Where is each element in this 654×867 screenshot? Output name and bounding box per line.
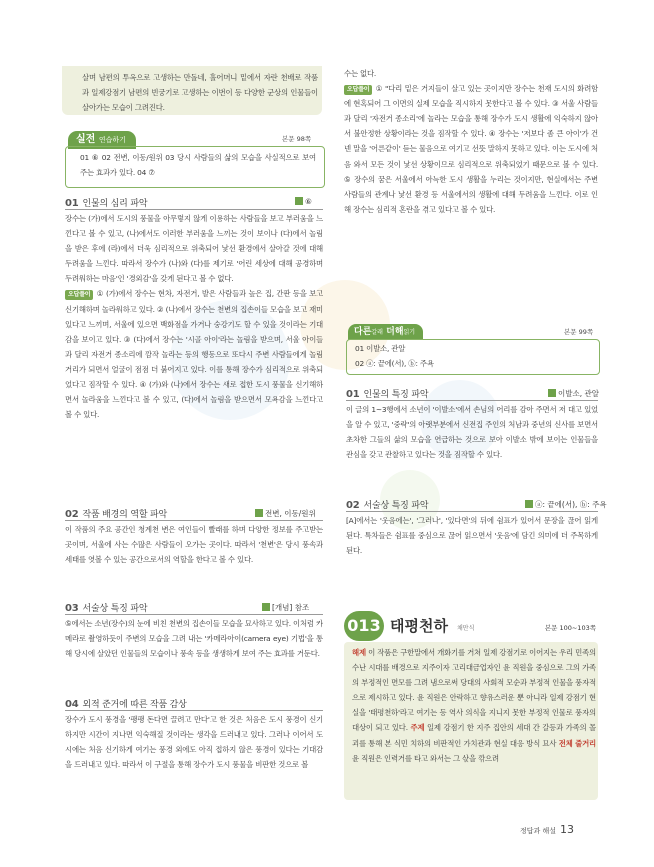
- section-body: ⑤에서는 소년(장수)의 눈에 비친 천변의 집손이들 모습을 묘사하고 있다. 이처럼 카메라로 촬영하듯이 주변의 모습을 그려 내는 '카메라아이(camera eye) 기법'을 통해 당시에 살았던 인물들의 모습이나 풍속 등을 생생하게 보여 주는 효과를 거둔다.: [65, 619, 323, 659]
- dareun-answer-box: 01 이발소, 관알 02 ⓐ: 끝에(서), ⓑ: 주욕: [346, 339, 600, 375]
- section-heading: 02 서술상 특징 파악: [346, 500, 429, 511]
- section-heading: 01 인물의 심리 파악: [65, 198, 148, 209]
- answer-icon: [262, 603, 270, 611]
- answer-tag: [개념] 참조: [262, 602, 309, 613]
- section-heading: 03 서술상 특징 파악: [65, 603, 148, 614]
- section-heading: 01 인물의 특징 파악: [346, 389, 429, 400]
- divider: [65, 614, 323, 615]
- divider: [65, 710, 323, 711]
- section-heading: 04 외적 준거에 따른 작품 감상: [65, 699, 187, 710]
- intro-text: 살며 남편의 투옥으로 고생하는 만돌네, 홀어머니 밑에서 자란 천배로 작품과 일제강점기 남편의 빈궁기로 고생하는 이번이 등 다양한 군상의 인물들이 살아가는 모습이 그려진다.: [82, 73, 318, 113]
- answer-icon: [295, 197, 303, 205]
- work-013-summary: 해제 이 작품은 구한말에서 개화기를 거쳐 일제 강점기로 이어지는 우리 민족의 수난 시대를 배경으로 지주이자 고리대금업자인 윤 직원을 중심으로 그의 가족의 부정적인 면모를 그려 냄으로써 당대의 사회적 모순과 부정적 인물을 풍자적으로 제시하고 있다. 윤 직원은 안락하고 향유스러운 뿐 아니라 일제 강점기 현실을 '태평천하'라고 여기는 등 역사 의식을 지니지 못한 부정적 인물로 풍자의 대상이 되고 있다. 주제 일제 강점기 한 지주 집안의 세대 간 갈등과 가족의 몰괴를 통해 본 식민 치하의 비판적인 가치관과 현실 대응 방식 묘사 전체 줄거리 윤 직원은 인력거를 타고 와서는 그 삯을 깎으려: [344, 642, 598, 800]
- label-haeje: 해제: [352, 648, 366, 657]
- dareun-pageref: 본문 99쪽: [564, 328, 594, 336]
- answer-icon: [525, 500, 533, 508]
- label-juje: 주제: [410, 723, 425, 733]
- divider: [346, 400, 598, 401]
- note-badge: 오답풀이: [65, 290, 93, 300]
- footer: [520, 823, 574, 836]
- answer-tag: ⓐ: 끝에(서), ⓑ: 주욕: [525, 499, 607, 510]
- answer-icon: [255, 509, 263, 517]
- silj-pageref: 본문 98쪽: [282, 135, 312, 143]
- footer-label: 정답과 해설: [520, 827, 557, 835]
- label-plot: 전체 줄거리: [558, 738, 596, 748]
- note-badge: 오답풀이: [344, 85, 372, 95]
- section-heading: 02 작품 배경의 역할 파악: [65, 509, 167, 520]
- silj-answers: 01 ⑥ 02 전변, 이동/원위 03 당시 사람들의 삶의 모습을 사실적으로 보여 주는 효과가 있다. 04 ⑦: [80, 153, 316, 177]
- right-continued: 수는 없다. 오답풀이 ① "다리 밑은 거지들이 살고 있는 곳이지만 장수는 천재 도시의 화려함에 현혹되어 그 이면의 실제 모습을 직시하지 못한다고 볼 수 있다. ③ 서울 사람들과 달리 '자전거 종소리'에 놀라는 모습을 통해 장수가 도시 생활에 익숙하지 않아서 불안정한 상황이라는 것을 짐작할 수 있다. ④ 장수는 '저보다 좀 큰 아이'가 건넨 말을 '어른같이' 듣는 물음으로 여기고 선뜻 말하지 못하고 있다. 이는 도시에 처음 와서 모든 것이 낯선 상황이므로 심리적으로 위축되었기 때문으로 볼 수 있다. ⑤ 장수의 꿈은 서울에서 아늑한 도시 생활을 누리는 것이지만, 현실에서는 주변 사람들의 관계나 낯선 환경 등 서울에서의 생활에 대해 두려움을 느낀다. 이로 인해 장수는 심리적 혼란을 겪고 있다고 볼 수 있다.: [344, 69, 598, 214]
- answer-tag: 이발소, 관알: [548, 388, 599, 399]
- work-pageref: 본문 100~103쪽: [544, 624, 596, 632]
- dareun-tab: 다른갈래 더해읽기: [348, 324, 423, 340]
- divider: [65, 209, 323, 210]
- silj-title: 실전: [76, 134, 96, 145]
- section-body: 장수가 도시 풍경을 '팽팽 돈다면 끌려고 만다'고 한 것은 처음은 도시 풍경이 신기하지만 시간이 지나면 익숙해질 것이라는 생각을 드러내고 있다. 그러나 이어서 도시에는 처음 신기하게 여기는 풍경 외에도 아직 접하지 않은 풍경이 있다는 기대감을 드러내고 있다. 따라서 이 구절을 통해 장수가 도시 풍물을 비판한 것으로 볼: [65, 715, 323, 770]
- divider: [65, 520, 323, 521]
- page-number: 13: [560, 823, 575, 836]
- section-body: [A]에서는 '웃음에는', '그러나', '있다면'의 뒤에 쉼표가 있어서 문장을 끊어 읽게 된다. 특차들은 쉼표를 중심으로 끊어 읽으면서 '웃음'에 담긴 의미에 더 주목하게 된다.: [346, 516, 598, 556]
- answer-tag: 전변, 이동/원위: [255, 508, 316, 519]
- divider: [346, 511, 598, 512]
- section-body: 이 작품의 주요 공간인 청계천 변은 여인들이 빨래를 하며 다양한 정보를 주고받는 곳이며, 서울에 사는 수많은 사람들이 오가는 곳이다. 따라서 '천변'은 당시 풍속과 세태를 엿볼 수 있는 공간으로서의 역할을 한다고 볼 수 있다.: [65, 525, 323, 565]
- answer-icon: [548, 389, 556, 397]
- intro-box: [62, 66, 322, 115]
- work-number: 013: [344, 611, 384, 641]
- work-author: 채만식: [457, 625, 475, 632]
- silj-answer-box: [65, 146, 325, 188]
- silj-subtitle: 연습하기: [98, 136, 126, 144]
- section-body: 이 글의 1~3행에서 소년이 '이발소'에서 손님의 어리를 감아 주면서 저 대고 있었을 알 수 있고, '중략'의 아랫부분에서 신전집 주인의 처남과 중년의 신사를 보면서 초차한 그들의 삶의 모습을 연급하는 것으로 보아 이발소 밖에 보이는 인물들을 관심을 갖고 관찰하고 있다는 것을 짐작할 수 있다.: [346, 405, 598, 460]
- work-013-header: [344, 611, 596, 643]
- work-title: 태평천하: [390, 617, 448, 635]
- section-body: 장수는 (가)에서 도시의 풍물을 아무렇지 않게 이용하는 사람들을 보고 부러움을 느낀다고 볼 수 있고, (나)에서도 이러한 부러움을 느끼는 것이 보이나 (다)에서 놀림을 받은 후에 (라)에서 더욱 심리적으로 위축되어 낯선 환경에서 살아갈 것에 대해 두려움을 느낀다. 따라서 장수가 (나)와 (다)를 제기로 '어린 세상에 대해 공경하며 두려워하는 마음'인 '경외감'을 갖게 된다고 볼 수 없다. 오답풀이 ① (가)에서 장수는 현차, 자전거, 발은 사람들과 높은 집, 간판 등을 보고 신기해하며 놀라워하고 있다. ② (나)에서 장수는 천변의 집손이들 모습을 보고 재미있다고 느끼며, 서울에 있으면 백화점을 가거나 숭강기도 할 수 있을 것이라는 기대감을 보이고 있다. ③ (다)에서 장수는 '시골 아이'라는 놀림을 받으며, 서울 아이들과 달리 자전거 종소리에 깜작 놀라는 등의 행동으로 또다시 주변 사람들에게 놀림거리가 되면서 얼굴이 점점 더 붉어지고 있다. 이를 통해 장수가 심리적으로 위축되었다고 짐작할 수 있다. ④ (가)와 (나)에서 장수는 새로 접한 도시 풍물을 신기해하면서 놀라움을 느낀다고 볼 수 있고, (다)에서 놀림을 받으면서 모욕감을 느낀다고 볼 수 있다.: [65, 214, 323, 420]
- answer-tag: ⑥: [295, 197, 312, 206]
